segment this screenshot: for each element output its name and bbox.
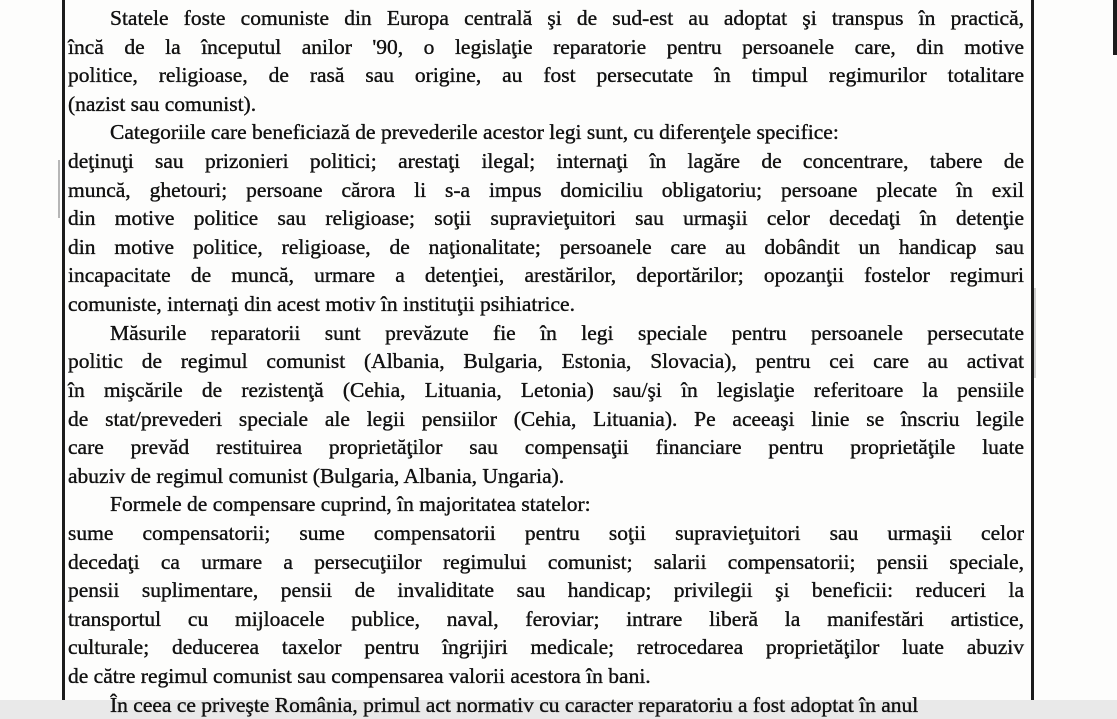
paragraph-4 [68, 490, 1024, 690]
text-line: încă de la începutul anilor '90, o legislaţie reparatorie pentru persoanele care, din motive [68, 34, 1024, 59]
text-line: deţinuţi sau prizonieri politici; arestaţi ilegal; internaţi în lagăre de concentrare, tabere de [68, 149, 1024, 174]
text-line: de stat/prevederi speciale ale legii pensiilor (Cehia, Lituania). Pe aceeaşi linie se înscriu legile [68, 406, 1024, 431]
text-line: abuziv de regimul comunist (Bulgaria, Albania, Ungaria). [68, 463, 565, 488]
text-line: (nazist sau comunist). [68, 91, 257, 116]
paragraph-3 [68, 319, 1024, 491]
text-line: comuniste, internaţi din acest motiv în instituţii psihiatrice. [68, 292, 575, 317]
scan-artifact [1034, 288, 1036, 378]
text-line: transportul cu mijloacele publice, naval, feroviar; intrare liberă la manifestări artistice, [68, 606, 1024, 631]
text-line: de către regimul comunist sau compensarea valorii acestora în bani. [68, 664, 651, 689]
text-line: din motive politice sau religioase; soţii supravieţuitori sau urmaşii celor decedaţi în detenţie [68, 206, 1024, 231]
text-line: pensii suplimentare, pensii de invaliditate sau handicap; privilegii şi beneficii: reduceri la [68, 578, 1024, 603]
text-line: politice, religioase, de rasă sau origine, au fost persecutate în timpul regimurilor totalitare [68, 63, 1024, 88]
text-line: Statele foste comuniste din Europa centrală şi de sud-est au adoptat şi transpus în practică, [110, 6, 1024, 30]
page-edge-mark [1113, 0, 1117, 55]
text-line: Măsurile reparatorii sunt prevăzute fie în legi speciale pentru persoanele persecutate [110, 320, 1024, 345]
text-line: în mişcările de rezistenţă (Cehia, Lituania, Letonia) sau/şi în legislaţie referitoare la pensiile [68, 377, 1024, 402]
text-line: care prevăd restituirea proprietăţilor sau compensaţii financiare pentru proprietăţile luate [68, 435, 1024, 460]
paragraph-1 [68, 4, 1024, 118]
text-line: decedaţi ca urmare a persecuţiilor regimului comunist; salarii compensatorii; pensii speciale, [68, 549, 1024, 574]
text-line: sume compensatorii; sume compensatorii pentru soţii supravieţuitori sau urmaşii celor [68, 520, 1024, 545]
text-line: din motive politice, religioase, de naţionalitate; persoanele care au dobândit un handicap sau [68, 234, 1024, 259]
text-line: Categoriile care beneficiază de prevederile acestor legi sunt, cu diferenţele specifice: [110, 120, 839, 145]
clipped-text-line: În ceea ce priveşte România, primul act normativ cu caracter reparatoriu a fost adoptat în anul [110, 692, 919, 717]
text-line: culturale; deducerea taxelor pentru îngrijiri medicale; retrocedarea proprietăţilor luate abuziv [68, 635, 1024, 660]
text-line: muncă, ghetouri; persoane cărora li s-a impus domiciliu obligatoriu; persoane plecate în exil [68, 177, 1024, 202]
text-line: politic de regimul comunist (Albania, Bulgaria, Estonia, Slovacia), pentru cei care au activat [68, 349, 1024, 374]
document-text [68, 4, 1024, 717]
scan-artifact [58, 160, 60, 218]
text-line: Formele de compensare cuprind, în majoritatea statelor: [110, 492, 591, 517]
paragraph-2 [68, 118, 1024, 318]
left-border-rule [62, 0, 65, 700]
text-line: incapacitate de muncă, urmare a detenţiei, arestărilor, deportărilor; opozanţii fostelor regimuri [68, 263, 1024, 288]
